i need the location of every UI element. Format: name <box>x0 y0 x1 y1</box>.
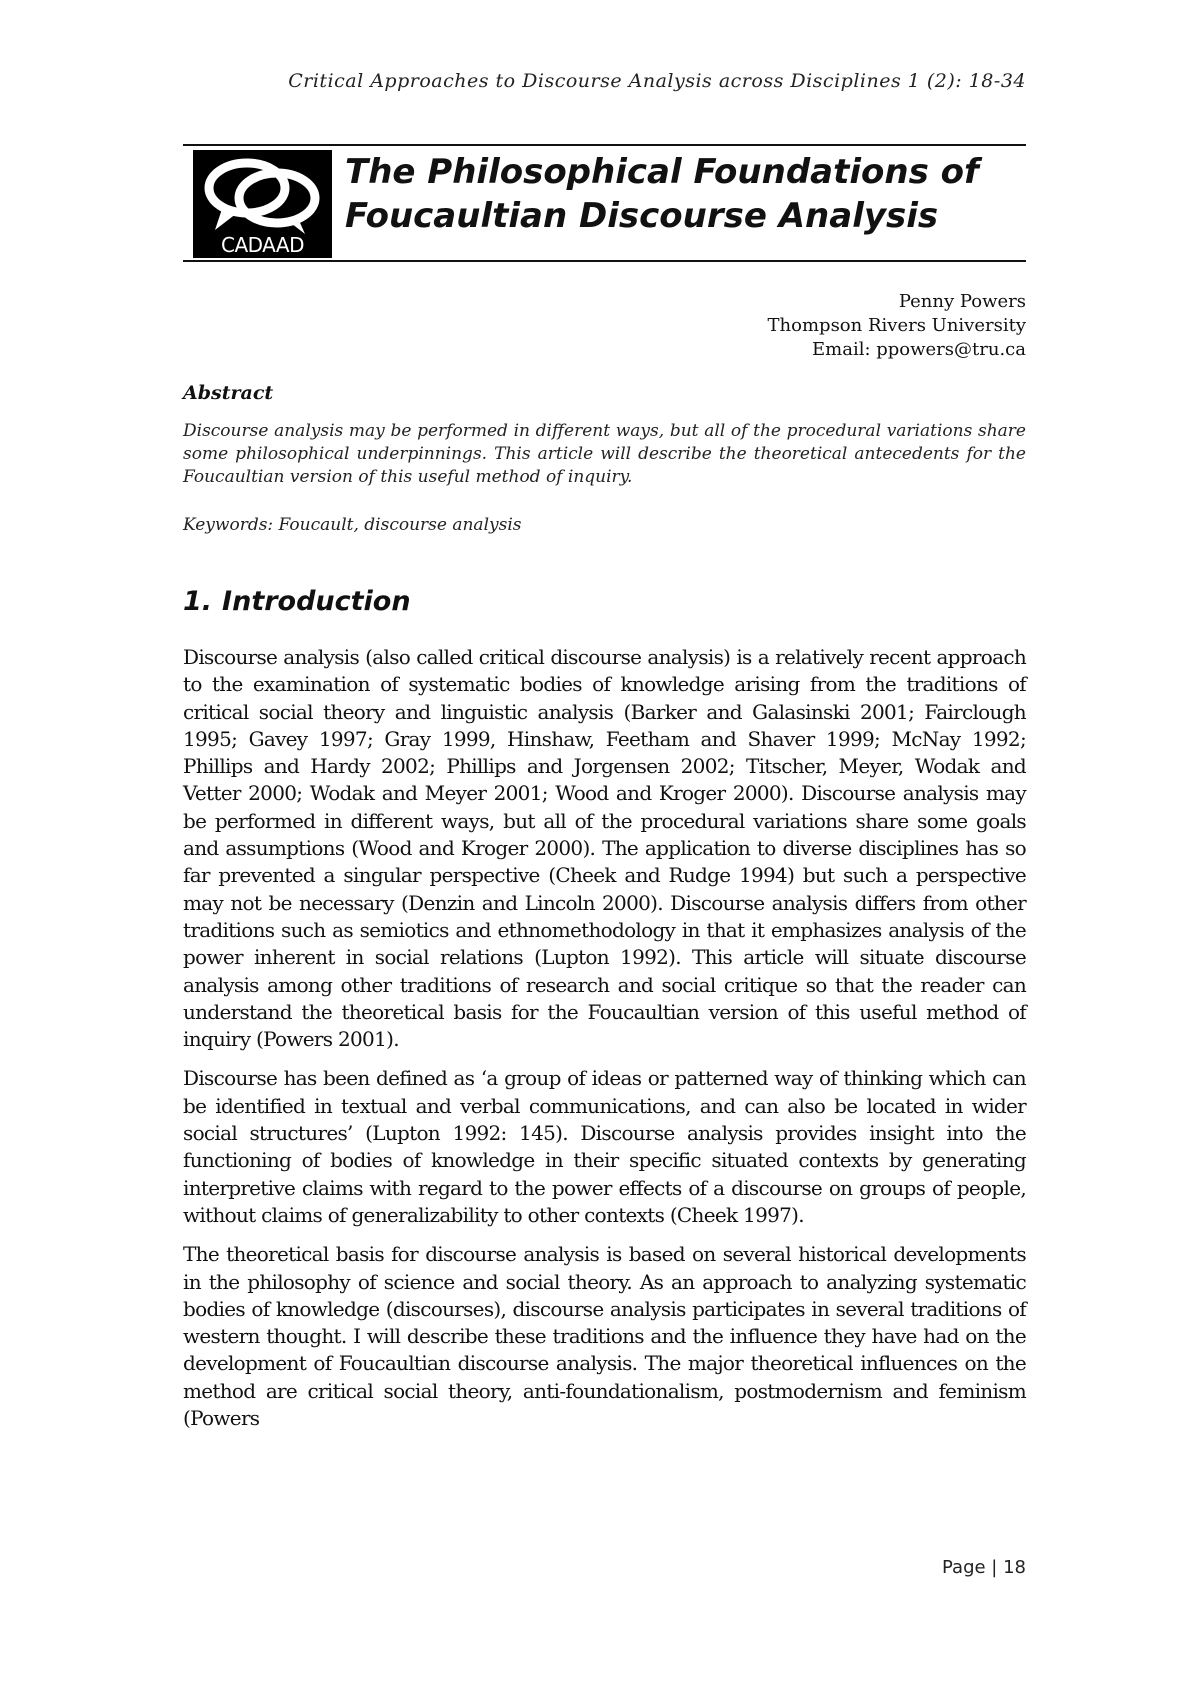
author-affiliation: Thompson Rivers University <box>767 315 1026 336</box>
page-number: Page | 18 <box>942 1557 1026 1578</box>
running-header: Critical Approaches to Discourse Analysis across Disciplines 1 (2): 18-34 <box>288 70 1026 92</box>
paragraph: Discourse analysis (also called critical discourse analysis) is a relatively recent approach to the examination of systematic bodies of knowledge arising from the traditions of critical social theory and linguistic analysis (Barker and Galasinski 2001; Fairclough 1995; Gavey 1997; Gray 1999, Hinshaw, Feetham and Shaver 1999; McNay 1992; Phillips and Hardy 2002; Phillips and Jorgensen 2002; Titscher, Meyer, Wodak and Vetter 2000; Wodak and Meyer 2001; Wood and Kroger 2000). Discourse analysis may be performed in different ways, but all of the procedural variations share some goals and assumptions (Wood and Kroger 2000). The application to diverse disciplines has so far prevented a singular perspective (Cheek and Rudge 1994) but such a perspective may not be necessary (Denzin and Lincoln 2000). Discourse analysis differs from other traditions such as semiotics and ethnomethodology in that it emphasizes analysis of the power inherent in social relations (Lupton 1992). This article will situate discourse analysis among other traditions of research and social critique so that the reader can understand the theoretical basis for the Foucaultian version of this useful method of inquiry (Powers 2001). <box>183 645 1026 1052</box>
author-block <box>768 290 1026 362</box>
section-title: Introduction <box>222 586 411 617</box>
author-email: Email: ppowers@tru.ca <box>812 339 1026 360</box>
keywords: Keywords: Foucault, discourse analysis <box>183 515 522 535</box>
author-name: Penny Powers <box>898 291 1026 312</box>
title-block <box>183 144 1026 262</box>
section-heading <box>183 586 421 617</box>
paragraph: The theoretical basis for discourse analysis is based on several historical developments in the philosophy of science and social theory. As an approach to analyzing systematic bodies of knowledge (discourses), discourse analysis participates in several traditions of western thought. I will describe these traditions and the influence they have had on the development of Foucaultian discourse analysis. The major theoretical influences on the method are critical social theory, anti-foundationalism, postmodernism and feminism (Powers <box>183 1242 1026 1431</box>
paragraph: Discourse has been defined as ‘a group of ideas or patterned way of thinking which can be identified in textual and verbal communications, and can also be located in wider social structures’ (Lupton 1992: 145). Discourse analysis provides insight into the functioning of bodies of knowledge in their specific situated contexts by generating interpretive claims with regard to the power effects of a discourse on groups of people, without claims of generalizability to other contexts (Cheek 1997). <box>183 1066 1026 1227</box>
paper-title <box>345 150 979 238</box>
logo-text: CADAAD <box>220 233 304 257</box>
cadaad-logo <box>193 150 332 258</box>
abstract-heading: Abstract <box>183 382 274 404</box>
title-line-2: Foucaultian Discourse Analysis <box>345 196 939 236</box>
abstract-text: Discourse analysis may be performed in different ways, but all of the procedural variations share some philosophical underpinnings. This article will describe the theoretical antecedents for the Foucaultian version of this useful method of inquiry. <box>183 421 1026 487</box>
section-number: 1. <box>183 586 213 617</box>
body-text <box>183 644 1026 1444</box>
title-line-1: The Philosophical Foundations of <box>345 152 979 192</box>
